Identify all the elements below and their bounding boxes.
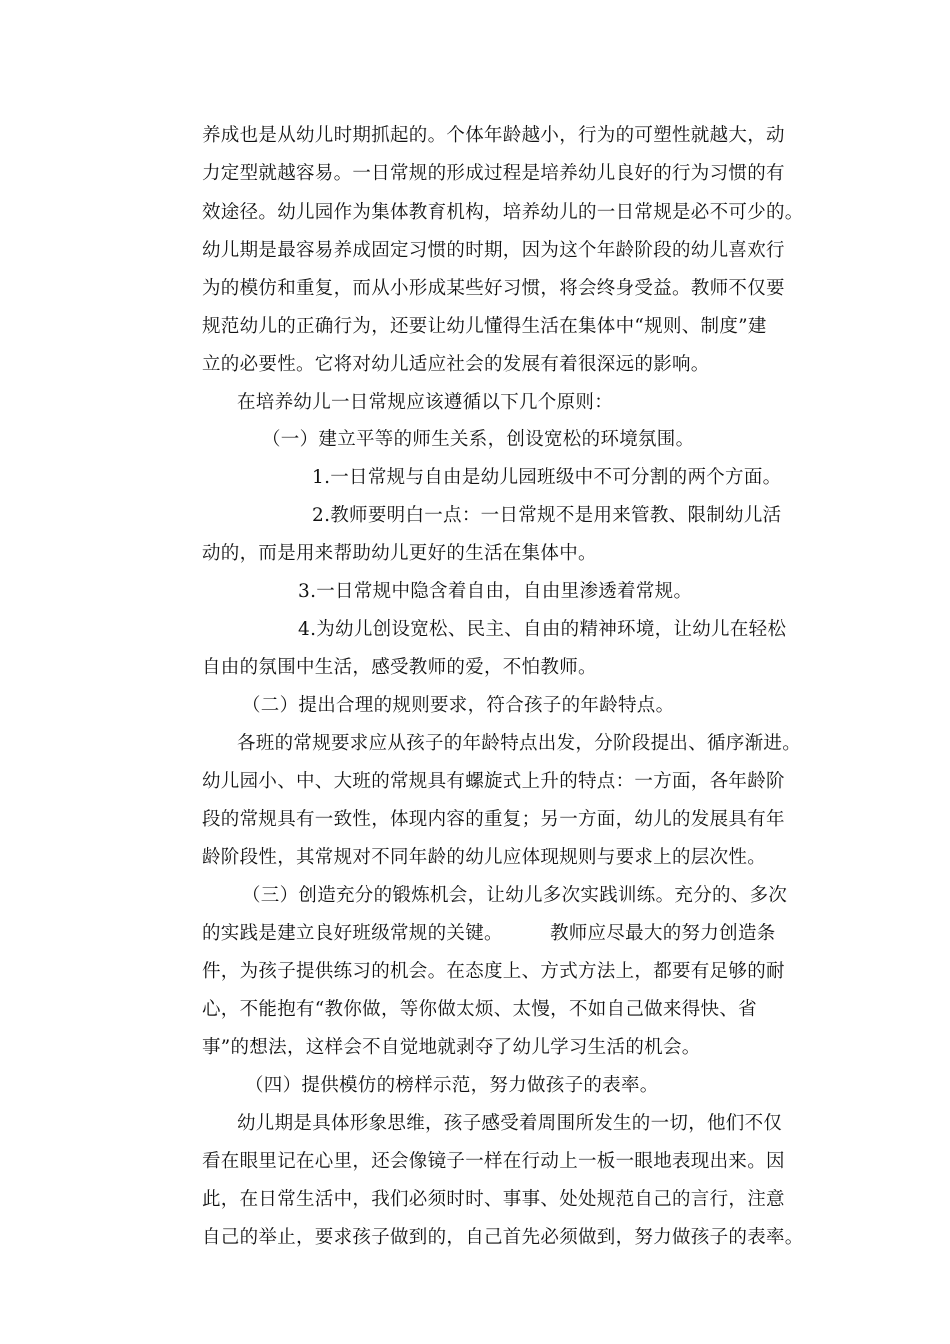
section-heading: （四）提供模仿的榜样示范，努力做孩子的表率。	[245, 1075, 659, 1096]
text-line: 自由的氛围中生活，感受教师的爱，不怕教师。	[202, 657, 597, 678]
section-heading: （二）提出合理的规则要求，符合孩子的年龄特点。	[242, 695, 675, 716]
text-line: 幼儿期是具体形象思维，孩子感受着周围所发生的一切，他们不仅	[237, 1113, 783, 1134]
section-heading: （一）建立平等的师生关系，创设宽松的环境氛围。	[262, 429, 695, 450]
text-line: 幼儿期是最容易养成固定习惯的时期，因为这个年龄阶段的幼儿喜欢行	[202, 240, 785, 261]
list-item: 1.一日常规与自由是幼儿园班级中不可分割的两个方面。	[312, 467, 782, 488]
text-line: 龄阶段性，其常规对不同年龄的幼儿应体现规则与要求上的层次性。	[202, 847, 767, 868]
text-line: 段的常规具有一致性，体现内容的重复；另一方面，幼儿的发展具有年	[202, 809, 785, 830]
text-line: 动的，而是用来帮助幼儿更好的生活在集体中。	[202, 543, 597, 564]
text-line: 事”的想法，这样会不自觉地就剥夺了幼儿学习生活的机会。	[202, 1037, 701, 1058]
text-line: 力定型就越容易。一日常规的形成过程是培养幼儿良好的行为习惯的有	[202, 163, 785, 184]
text-line: 心，不能抱有“教你做，等你做太烦、太慢，不如自己做来得快、省	[202, 999, 757, 1020]
text-line: 在培养幼儿一日常规应该遵循以下几个原则：	[237, 392, 614, 413]
text-line: 各班的常规要求应从孩子的年龄特点出发，分阶段提出、循序渐进。	[237, 733, 802, 754]
text-line: 效途径。幼儿园作为集体教育机构，培养幼儿的一日常规是必不可少的。	[202, 202, 804, 223]
text-line: 自己的举止，要求孩子做到的，自己首先必须做到，努力做孩子的表率。	[202, 1227, 804, 1248]
text-line: 规范幼儿的正确行为，还要让幼儿懂得生活在集体中“规则、制度”建	[202, 316, 767, 337]
section-heading: （三）创造充分的锻炼机会，让幼儿多次实践训练。充分的、多次	[242, 885, 788, 906]
text-line: 养成也是从幼儿时期抓起的。个体年龄越小，行为的可塑性就越大，动	[202, 125, 785, 146]
text-line: 件，为孩子提供练习的机会。在态度上、方式方法上，都要有足够的耐	[202, 961, 785, 982]
list-item: 2.教师要明白一点：一日常规不是用来管教、限制幼儿活	[312, 505, 782, 526]
text-line: 幼儿园小、中、大班的常规具有螺旋式上升的特点：一方面，各年龄阶	[202, 771, 785, 792]
text-line: 看在眼里记在心里，还会像镜子一样在行动上一板一眼地表现出来。因	[202, 1151, 785, 1172]
text-line: 为的模仿和重复，而从小形成某些好习惯，将会终身受益。教师不仅要	[202, 278, 785, 299]
list-item: 4.为幼儿创设宽松、民主、自由的精神环境，让幼儿在轻松	[298, 619, 787, 640]
text-line: 此，在日常生活中，我们必须时时、事事、处处规范自己的言行，注意	[202, 1189, 785, 1210]
text-line: 立的必要性。它将对幼儿适应社会的发展有着很深远的影响。	[202, 354, 710, 375]
list-item: 3.一日常规中隐含着自由，自由里渗透着常规。	[298, 581, 693, 602]
text-line: 的实践是建立良好班级常规的关键。 教师应尽最大的努力创造条	[202, 923, 776, 944]
